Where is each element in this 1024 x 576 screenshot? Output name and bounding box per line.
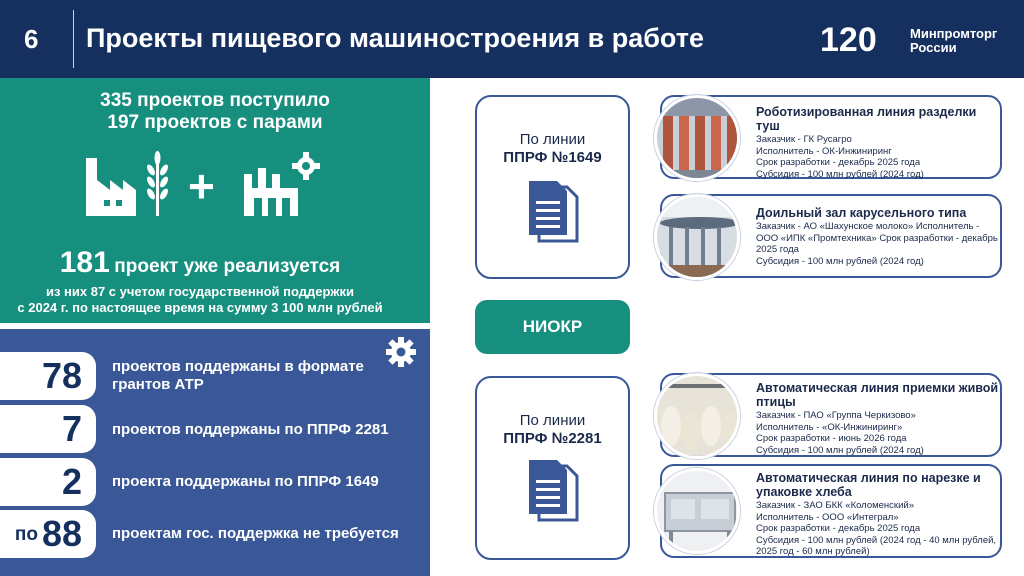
project-title: Роботизированная линия разделки туш xyxy=(756,105,977,133)
project-card xyxy=(660,95,1002,179)
document-icon xyxy=(527,458,579,522)
project-customer: Заказчик - ПАО «Группа Черкизово» xyxy=(756,410,916,421)
project-deadline: Срок разработки - июнь 2026 года xyxy=(756,433,907,444)
project-title: Автоматическая линия по нарезке и упаковке хлеба xyxy=(756,471,981,499)
pprf2281-count: 7 xyxy=(61,408,82,449)
grants-count: 78 xyxy=(41,355,82,396)
program-box-2281 xyxy=(475,376,630,560)
document-icon xyxy=(527,179,579,243)
industry-icons xyxy=(84,144,344,220)
project-customer: Заказчик - ЗАО БКК «Коломенский» xyxy=(756,500,914,511)
grants-count-box xyxy=(0,352,96,400)
slide-number: 6 xyxy=(24,24,39,54)
projects-paired: 197 проектов с парами xyxy=(107,112,323,133)
grants-text: проектов поддержаны в формате грантов АТР xyxy=(112,358,364,393)
ministry-logo xyxy=(910,27,997,55)
project-contractor: Исполнитель - ОК-Инжиниринг xyxy=(756,145,892,157)
project-details xyxy=(756,134,1000,180)
project-photo-milking-parlor xyxy=(654,194,740,280)
project-details xyxy=(756,410,1000,456)
project-title: Автоматическая линия приемки живой птицы xyxy=(756,381,999,409)
pprf1649-count: 2 xyxy=(61,461,82,502)
project-deadline: Срок разработки - декабрь 2025 года xyxy=(756,523,921,534)
project-photo-poultry-line xyxy=(654,373,740,459)
project-title: Доильный зал карусельного типа xyxy=(756,206,967,220)
program-label-1649 xyxy=(477,131,628,167)
pprf2281-text: проектов поддержаны по ППРФ 2281 xyxy=(112,421,389,438)
in-progress-count: 181 xyxy=(59,246,110,279)
logo-line2: России xyxy=(910,40,957,55)
program-box-1649 xyxy=(475,95,630,279)
wheat-icon xyxy=(145,151,169,216)
project-customer-contractor: Заказчик - АО «Шахунское молоко» Исполнитель - ООО «ИПК «Промтехника» Срок разработки - декабрь 2025 года xyxy=(756,221,998,255)
no-support-count-box xyxy=(0,510,96,558)
program-label-1649-line1: По линии xyxy=(519,131,586,148)
project-contractor: Исполнитель - ООО «Интеграл» xyxy=(756,511,899,523)
project-details xyxy=(756,500,1000,558)
pprf2281-count-box xyxy=(0,405,96,453)
summary-panel xyxy=(0,78,430,323)
niokr-button[interactable]: НИОКР xyxy=(475,300,630,354)
project-photo-bread-line xyxy=(654,468,740,554)
program-label-2281 xyxy=(477,412,628,448)
projects-received: 335 проектов поступило xyxy=(100,90,330,111)
pprf1649-count-box xyxy=(0,458,96,506)
program-label-2281-line2: ППРФ №2281 xyxy=(503,430,602,447)
project-subsidy: Субсидия - 100 млн рублей (2024 год - 40 млн рублей, 2025 год - 60 млн рублей) xyxy=(756,534,997,557)
logo-line1: Минпромторг xyxy=(910,26,998,41)
program-label-1649-line2: ППРФ №1649 xyxy=(503,149,602,166)
header-bar xyxy=(0,0,1024,78)
page-title: Проекты пищевого машиностроения в работе xyxy=(86,23,704,53)
logo-number: 120 xyxy=(820,24,877,54)
no-support-text: проектам гос. поддержка не требуется xyxy=(112,525,399,542)
project-subsidy: Субсидия - 100 млн рублей (2024 год) xyxy=(756,444,924,456)
state-support-note: из них 87 с учетом государственной поддержки xyxy=(45,284,354,299)
project-card xyxy=(660,464,1002,558)
factory-icon xyxy=(86,158,136,216)
factory-gear-icon xyxy=(244,152,320,216)
project-subsidy: Субсидия - 100 млн рублей (2024 год) xyxy=(756,255,924,267)
project-card xyxy=(660,194,1002,278)
logo-120-icon xyxy=(820,24,904,54)
pprf1649-text: проекта поддержаны по ППРФ 1649 xyxy=(112,473,379,490)
project-contractor: Исполнитель - «ОК-Инжиниринг» xyxy=(756,421,903,433)
program-label-2281-line1: По линии xyxy=(519,412,586,429)
in-progress-label: проект уже реализуется xyxy=(114,256,341,277)
state-support-amount: с 2024 г. по настоящее время на сумму 3 100 млн рублей xyxy=(17,300,383,315)
no-support-count: 88 xyxy=(41,513,82,554)
project-card xyxy=(660,373,1002,457)
header-divider xyxy=(73,10,74,68)
no-support-prefix: по xyxy=(14,524,38,545)
project-deadline: Срок разработки - декабрь 2025 года xyxy=(756,157,921,168)
project-subsidy: Субсидия - 100 млн рублей (2024 год) xyxy=(756,168,924,180)
plus-sign: + xyxy=(188,160,215,212)
projects-in-progress xyxy=(0,246,400,280)
project-details xyxy=(756,221,1000,267)
project-customer: Заказчик - ГК Русагро xyxy=(756,134,852,145)
project-photo-carcass-line xyxy=(654,95,740,181)
